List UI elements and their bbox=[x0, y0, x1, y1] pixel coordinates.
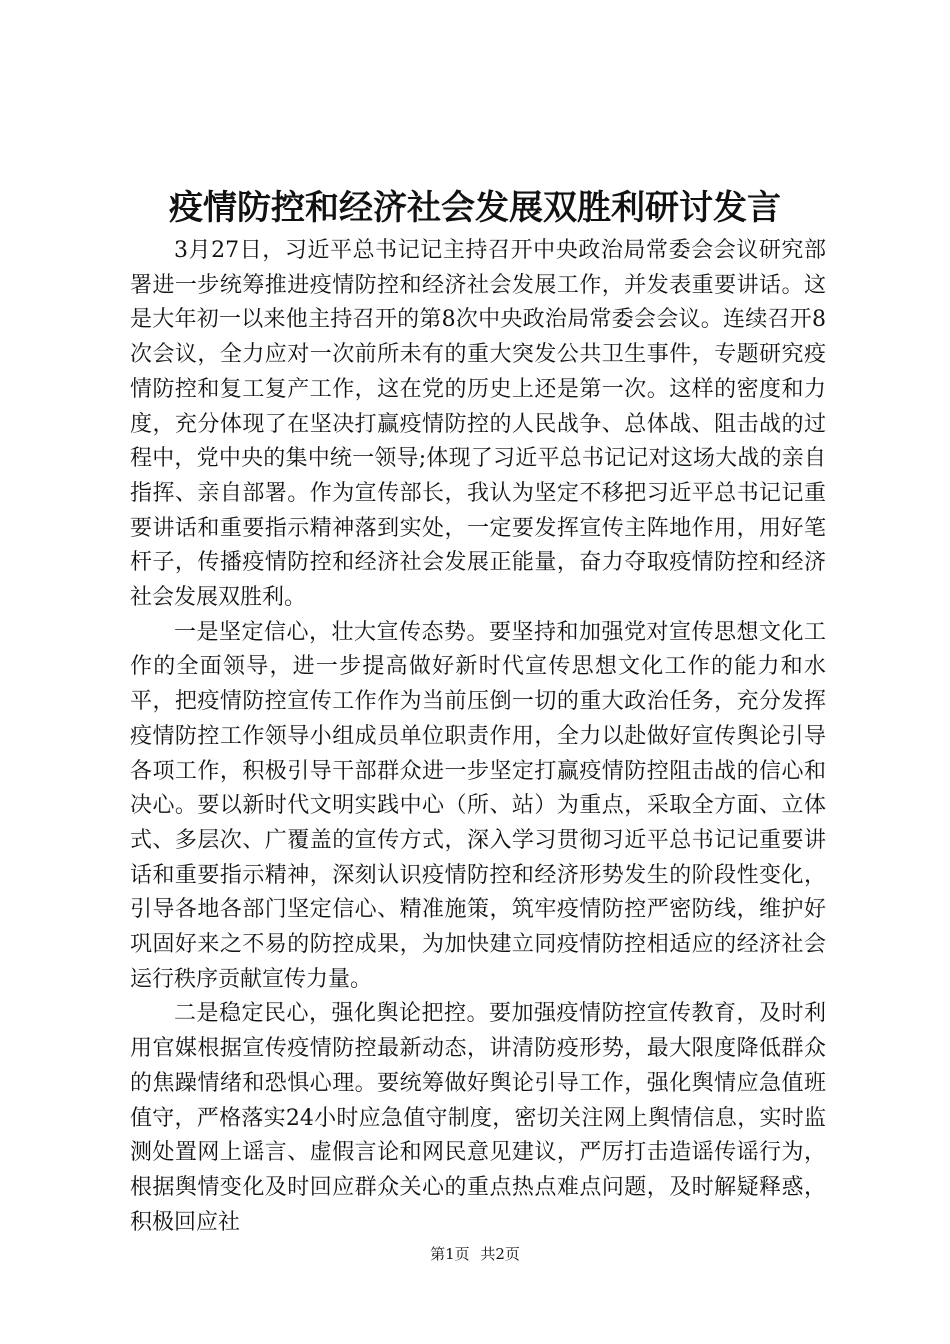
paragraph-intro: 3月27日，习近平总书记记主持召开中央政治局常委会会议研究部署进一步统筹推进疫情防控和经济社会发展工作，并发表重要讲话。这是大年初一以来他主持召开的第8次中央政治局常委会会议。连续召开8次会议，全力应对一次前所未有的重大突发公共卫生事件，专题研究疫情防控和复工复产工作，这在党的历史上还是第一次。这样的密度和力度，充分体现了在坚决打赢疫情防控的人民战争、总体战、阻击战的过程中，党中央的集中统一领导;体现了习近平总书记记对这场大战的亲自指挥、亲自部署。作为宣传部长，我认为坚定不移把习近平总书记记重要讲话和重要指示精神落到实处，一定要发挥宣传主阵地作用，用好笔杆子，传播疫情防控和经济社会发展正能量，奋力夺取疫情防控和经济社会发展双胜利。 bbox=[130, 238, 826, 611]
paragraph-point-one: 一是坚定信心，壮大宣传态势。要坚持和加强党对宣传思想文化工作的全面领导，进一步提高做好新时代宣传思想文化工作的能力和水平，把疫情防控宣传工作作为当前压倒一切的重大政治任务，充分发挥疫情防控工作领导小组成员单位职责作用，全力以赴做好宣传舆论引导各项工作，积极引导干部群众进一步坚定打赢疫情防控阻击战的信心和决心。要以新时代文明实践中心（所、站）为重点，采取全方面、立体式、多层次、广覆盖的宣传方式，深入学习贯彻习近平总书记记重要讲话和重要指示精神，深刻认识疫情防控和经济形势发生的阶段性变化，引导各地各部门坚定信心、精准施策，筑牢疫情防控严密防线，维护好巩固好来之不易的防控成果，为加快建立同疫情防控相适应的经济社会运行秩序贡献宣传力量。 bbox=[130, 619, 826, 992]
document-body bbox=[130, 234, 826, 1240]
document-title: 疫情防控和经济社会发展双胜利研讨发言 bbox=[169, 188, 781, 228]
paragraph-point-two: 二是稳定民心，强化舆论把控。要加强疫情防控宣传教育，及时利用官媒根据宣传疫情防控最新动态，讲清防疫形势，最大限度降低群众的焦躁情绪和恐惧心理。要统筹做好舆论引导工作，强化舆情应急值班值守，严格落实24小时应急值守制度，密切关注网上舆情信息，实时监测处置网上谣言、虚假言论和网民意见建议，严厉打击造谣传谣行为，根据舆情变化及时回应群众关心的重点热点难点问题，及时解疑释惑，积极回应社 bbox=[130, 1001, 826, 1235]
page-number: 第1页 bbox=[430, 1245, 470, 1263]
page-total: 共2页 bbox=[480, 1245, 520, 1263]
page-footer bbox=[0, 1244, 950, 1264]
